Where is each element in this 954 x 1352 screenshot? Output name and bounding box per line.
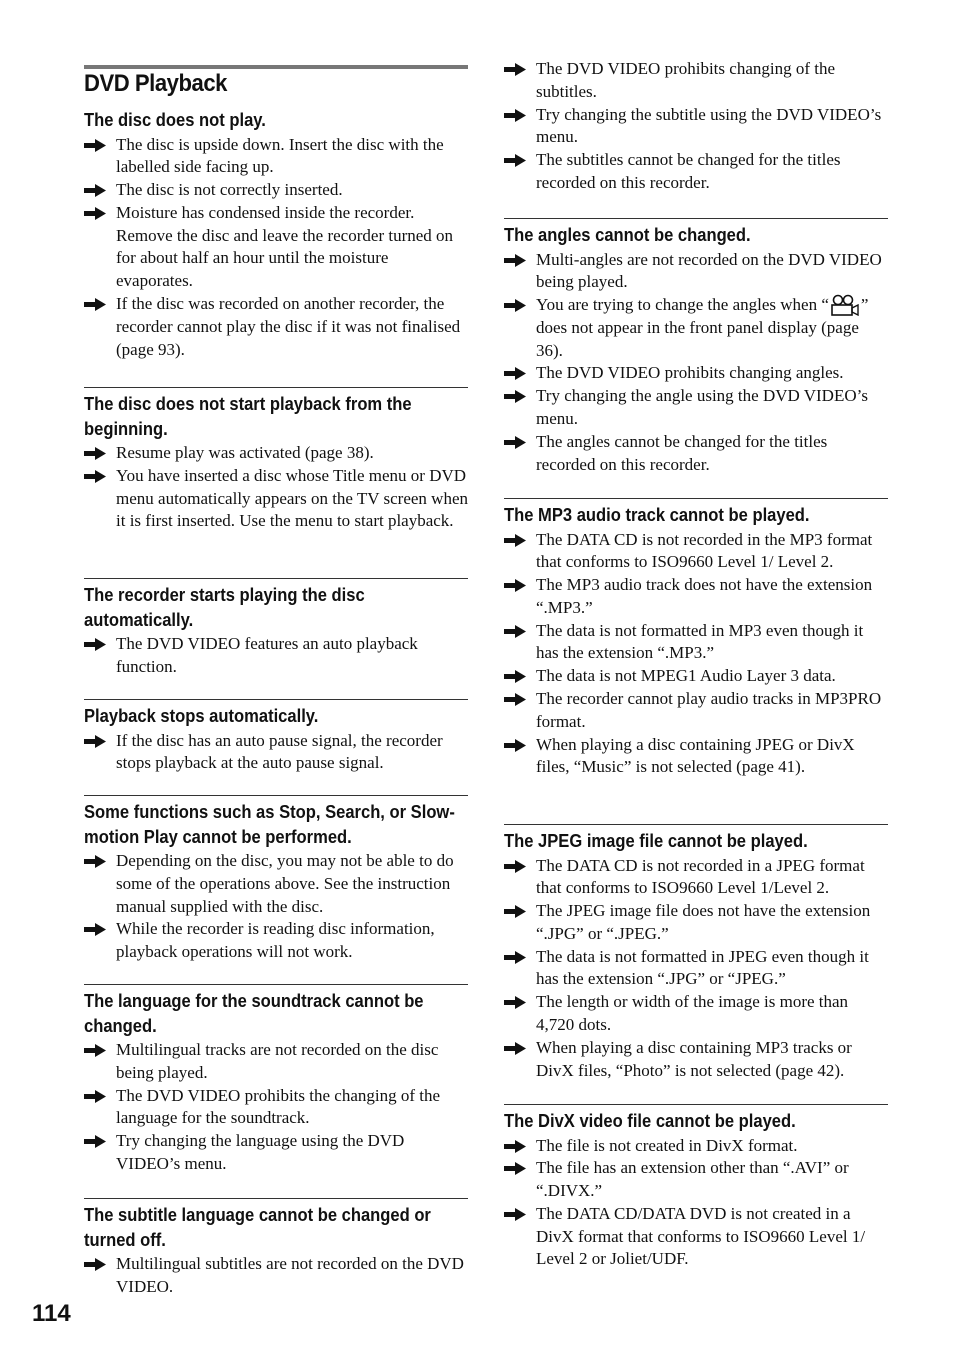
item-text: Multi-angles are not recorded on the DVD VIDEO being played. [536,249,882,292]
arrow-icon [84,855,106,868]
list-item [504,1157,888,1203]
item-text: The DATA CD is not recorded in a JPEG format that conforms to ISO9660 Level 1/Level 2. [536,855,865,898]
list-item [84,465,468,533]
arrow-icon [504,951,526,964]
list-item [504,529,888,575]
item-text: If the disc has an auto pause signal, the recorder stops playback at the auto pause signal. [116,730,443,773]
arrow-icon [84,923,106,936]
section-divx [504,1104,888,1271]
arrow-icon [504,1162,526,1175]
list-item [504,665,888,688]
arrow-icon [84,1135,106,1148]
arrow-icon [504,367,526,380]
section-angles [504,218,888,476]
list-item [504,104,888,150]
item-text: Try changing the angle using the DVD VIDEO’s menu. [536,386,868,429]
section-heading: The language for the soundtrack cannot be changed. [84,991,424,1036]
list-item [504,58,888,104]
item-text: The disc is upside down. Insert the disc with the labelled side facing up. [116,134,444,177]
list-item [84,134,468,180]
list-item [504,991,888,1037]
list-item [84,179,468,202]
list-item [504,1135,888,1158]
section-no-start-from-beginning [84,387,468,533]
item-text: The data is not formatted in JPEG even though it has the extension “.JPG” or “JPEG.” [536,946,869,989]
item-text: The DATA CD/DATA DVD is not created in a DivX format that conforms to ISO9660 Level 1/ Level 2 or Joliet/UDF. [536,1203,866,1269]
list-item [84,293,468,361]
camera-angle-icon [829,294,861,316]
arrow-icon [504,905,526,918]
section-heading: The subtitle language cannot be changed or turned off. [84,1205,431,1250]
list-item [504,149,888,195]
arrow-icon [504,1140,526,1153]
section-subtitle-language [84,1198,468,1299]
arrow-icon [84,470,106,483]
section-soundtrack-language [84,984,468,1176]
list-item [504,734,888,780]
item-text: The JPEG image file does not have the extension “.JPG” or “.JPEG.” [536,901,871,943]
page-number: 114 [32,1300,71,1327]
item-text: You have inserted a disc whose Title menu or DVD menu automatically appears on the TV screen when it is first inserted. Use the menu to start playback. [116,465,469,531]
section-mp3 [504,498,888,779]
list-item [84,633,468,679]
arrow-icon [84,139,106,152]
section-auto-start [84,578,468,679]
arrow-icon [504,739,526,752]
section-functions-cannot-be-performed [84,795,468,964]
list-item [84,1130,468,1176]
item-text: The angles cannot be changed for the titles recorded on this recorder. [536,431,828,474]
list-item [504,574,888,620]
arrow-icon [504,1042,526,1055]
list-item [504,1203,888,1271]
section-disc-does-not-play [84,108,468,361]
item-text: The DVD VIDEO prohibits changing of the subtitles. [536,59,836,101]
item-text: Depending on the disc, you may not be able to do some of the operations above. See the instruction manual supplied with the disc. [116,851,454,916]
item-text: Try changing the subtitle using the DVD VIDEO’s menu. [536,104,882,147]
arrow-icon [504,154,526,167]
list-item [504,688,888,734]
item-text [536,294,888,362]
item-text: When playing a disc containing JPEG or DivX files, “Music” is not selected (page 41). [536,734,855,777]
list-item [84,918,468,964]
item-text: The DVD VIDEO prohibits changing angles. [536,363,844,383]
item-text: The subtitles cannot be changed for the titles recorded on this recorder. [536,150,841,192]
arrow-icon [504,693,526,706]
item-text: Try changing the language using the DVD VIDEO’s menu. [116,1131,405,1173]
list-item [84,1085,468,1131]
arrow-icon [84,298,106,311]
list-item [84,850,468,918]
section-heading: The JPEG image file cannot be played. [504,831,808,851]
arrow-icon [84,1258,106,1271]
section-heading: The MP3 audio track cannot be played. [504,505,810,525]
list-item [504,900,888,946]
section-heading: The recorder starts playing the disc automatically. [84,585,365,630]
section-heading: The angles cannot be changed. [504,225,751,245]
item-text: Multilingual subtitles are not recorded on the DVD VIDEO. [116,1254,464,1296]
item-text: Multilingual tracks are not recorded on the disc being played. [116,1040,439,1082]
section-stops-automatically [84,699,468,775]
arrow-icon [84,207,106,220]
arrow-icon [504,670,526,683]
arrow-icon [504,996,526,1009]
arrow-icon [504,390,526,403]
section-heading: The DivX video file cannot be played. [504,1111,796,1131]
arrow-icon [84,1090,106,1103]
item-text: When playing a disc containing MP3 tracks or DivX files, “Photo” is not selected (page 42). [536,1037,852,1080]
list-item [504,249,888,295]
list-item [84,442,468,465]
item-text: The file has an extension other than “.AVI” or “.DIVX.” [536,1158,849,1201]
arrow-icon [504,109,526,122]
arrow-icon [504,1208,526,1221]
section-subtitle-continued [504,58,888,195]
list-item [504,946,888,992]
list-item [504,431,888,477]
item-text: While the recorder is reading disc information, playback operations will not work. [116,919,435,962]
item-text: If the disc was recorded on another recorder, the recorder cannot play the disc if it was not finalised (page 93). [116,294,461,359]
item-text: Resume play was activated (page 38). [116,443,374,462]
item-text: The length or width of the image is more than 4,720 dots. [536,992,849,1035]
section-heading: Playback stops automatically. [84,706,319,726]
arrow-icon [504,436,526,449]
list-item [504,1037,888,1083]
arrow-icon [504,534,526,547]
item-text: The DVD VIDEO features an auto playback function. [116,634,418,676]
section-jpeg [504,824,888,1082]
arrow-icon [84,1044,106,1057]
item-text: The recorder cannot play audio tracks in MP3PRO format. [536,689,882,731]
page-title: DVD Playback [84,70,227,97]
item-text-before-icon: You are trying to change the angles when “ [536,295,829,315]
section-heading: The disc does not play. [84,110,266,130]
list-item [84,1253,468,1299]
item-text: The data is not MPEG1 Audio Layer 3 data. [536,666,836,686]
list-item [504,294,888,362]
list-item [84,730,468,776]
arrow-icon [84,184,106,197]
section-heading: The disc does not start playback from the beginning. [84,394,412,439]
arrow-icon [504,254,526,267]
item-text: The DATA CD is not recorded in the MP3 format that conforms to ISO9660 Level 1/ Level 2. [536,529,873,572]
arrow-icon [84,447,106,460]
item-text: The data is not formatted in MP3 even though it has the extension “.MP3.” [536,620,864,663]
arrow-icon [84,735,106,748]
arrow-icon [504,625,526,638]
arrow-icon [504,579,526,592]
item-text: The MP3 audio track does not have the extension “.MP3.” [536,575,873,617]
item-text: The DVD VIDEO prohibits the changing of the language for the soundtrack. [116,1085,441,1128]
list-item [504,362,888,385]
list-item [84,202,468,293]
arrow-icon [504,63,526,76]
list-item [504,855,888,901]
item-text-after-icon: ” does not appear in the front panel display (page 36). [536,295,869,360]
section-heading: Some functions such as Stop, Search, or Slow-motion Play cannot be performed. [84,802,455,847]
item-text: The disc is not correctly inserted. [116,180,343,200]
arrow-icon [504,860,526,873]
arrow-icon [504,299,526,312]
item-text: Moisture has condensed inside the recorder. Remove the disc and leave the recorder turned on for about half an hour until the moisture evaporates. [116,202,454,291]
list-item [504,385,888,431]
item-text: The file is not created in DivX format. [536,1135,798,1155]
list-item [84,1039,468,1085]
arrow-icon [84,638,106,651]
list-item [504,620,888,666]
